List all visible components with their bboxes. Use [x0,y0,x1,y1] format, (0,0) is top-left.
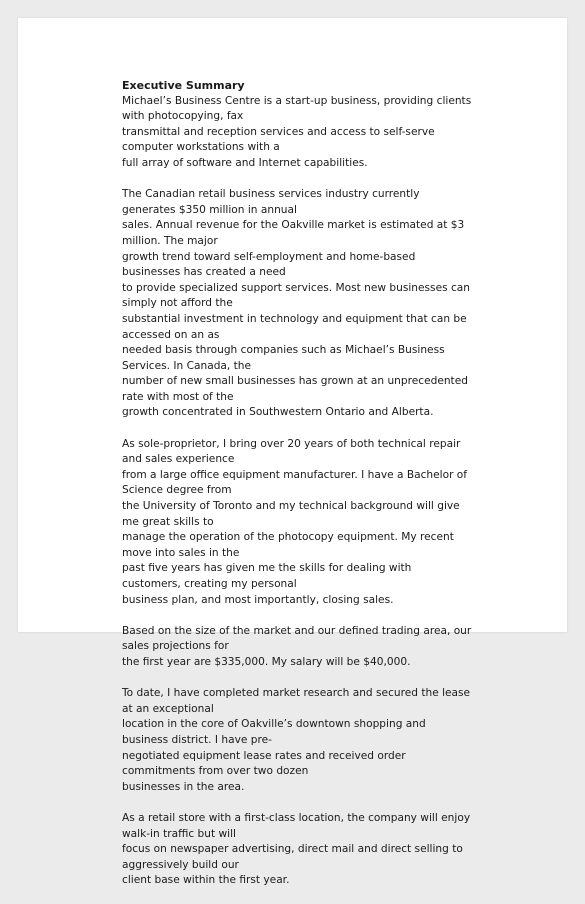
section-heading: Executive Summary [122,79,245,92]
paragraph-progress: To date, I have completed market research and secured the lease at an exceptional location in the core of Oakville’s downtown shopping and business district. I have pre- negotiated equipment lease rates and received order commitments from over two dozen businesses in the area. [122,687,471,793]
paragraph-projections: Based on the size of the market and our defined trading area, our sales projections for the first year are $335,000. My salary will be $40,000. [122,624,472,668]
document-page [18,18,567,887]
paragraph-intro: Michael’s Business Centre is a start-up business, providing clients with photocopying, fax transmittal and reception services and access to self-serve computer workstations with a full array of software and Internet capabilities. [122,94,472,169]
paragraph-experience: As sole-proprietor, I bring over 20 years of both technical repair and sales experience from a large office equipment manufacturer. I have a Bachelor of Science degree from the University of Toronto and my technical background will give me great skills to manage the operation of the photocopy equipment. My recent move into sales in the past five years has given me the skills for dealing with customers, creating my personal business plan, and most importantly, closing sales. [122,437,468,606]
paragraph-industry: The Canadian retail business services industry currently generates $350 million in annual sales. Annual revenue for the Oakville market is estimated at $3 million. The major growth trend toward self-employment and home-based businesses has created a need to provide specialized support services. Most new businesses can simply not afford the substantial investment in technology and equipment that can be accessed on an as needed basis through companies such as Michael’s Business Services. In Canada, the number of new small businesses has grown at an unprecedented rate with most of the growth concentrated in Southwestern Ontario and Alberta. [122,188,471,419]
document-body [122,78,472,904]
paragraph-strategy: As a retail store with a first-class location, the company will enjoy walk-in traffic but will focus on newspaper advertising, direct mail and direct selling to aggressively build our client base within the first year. [122,811,471,887]
